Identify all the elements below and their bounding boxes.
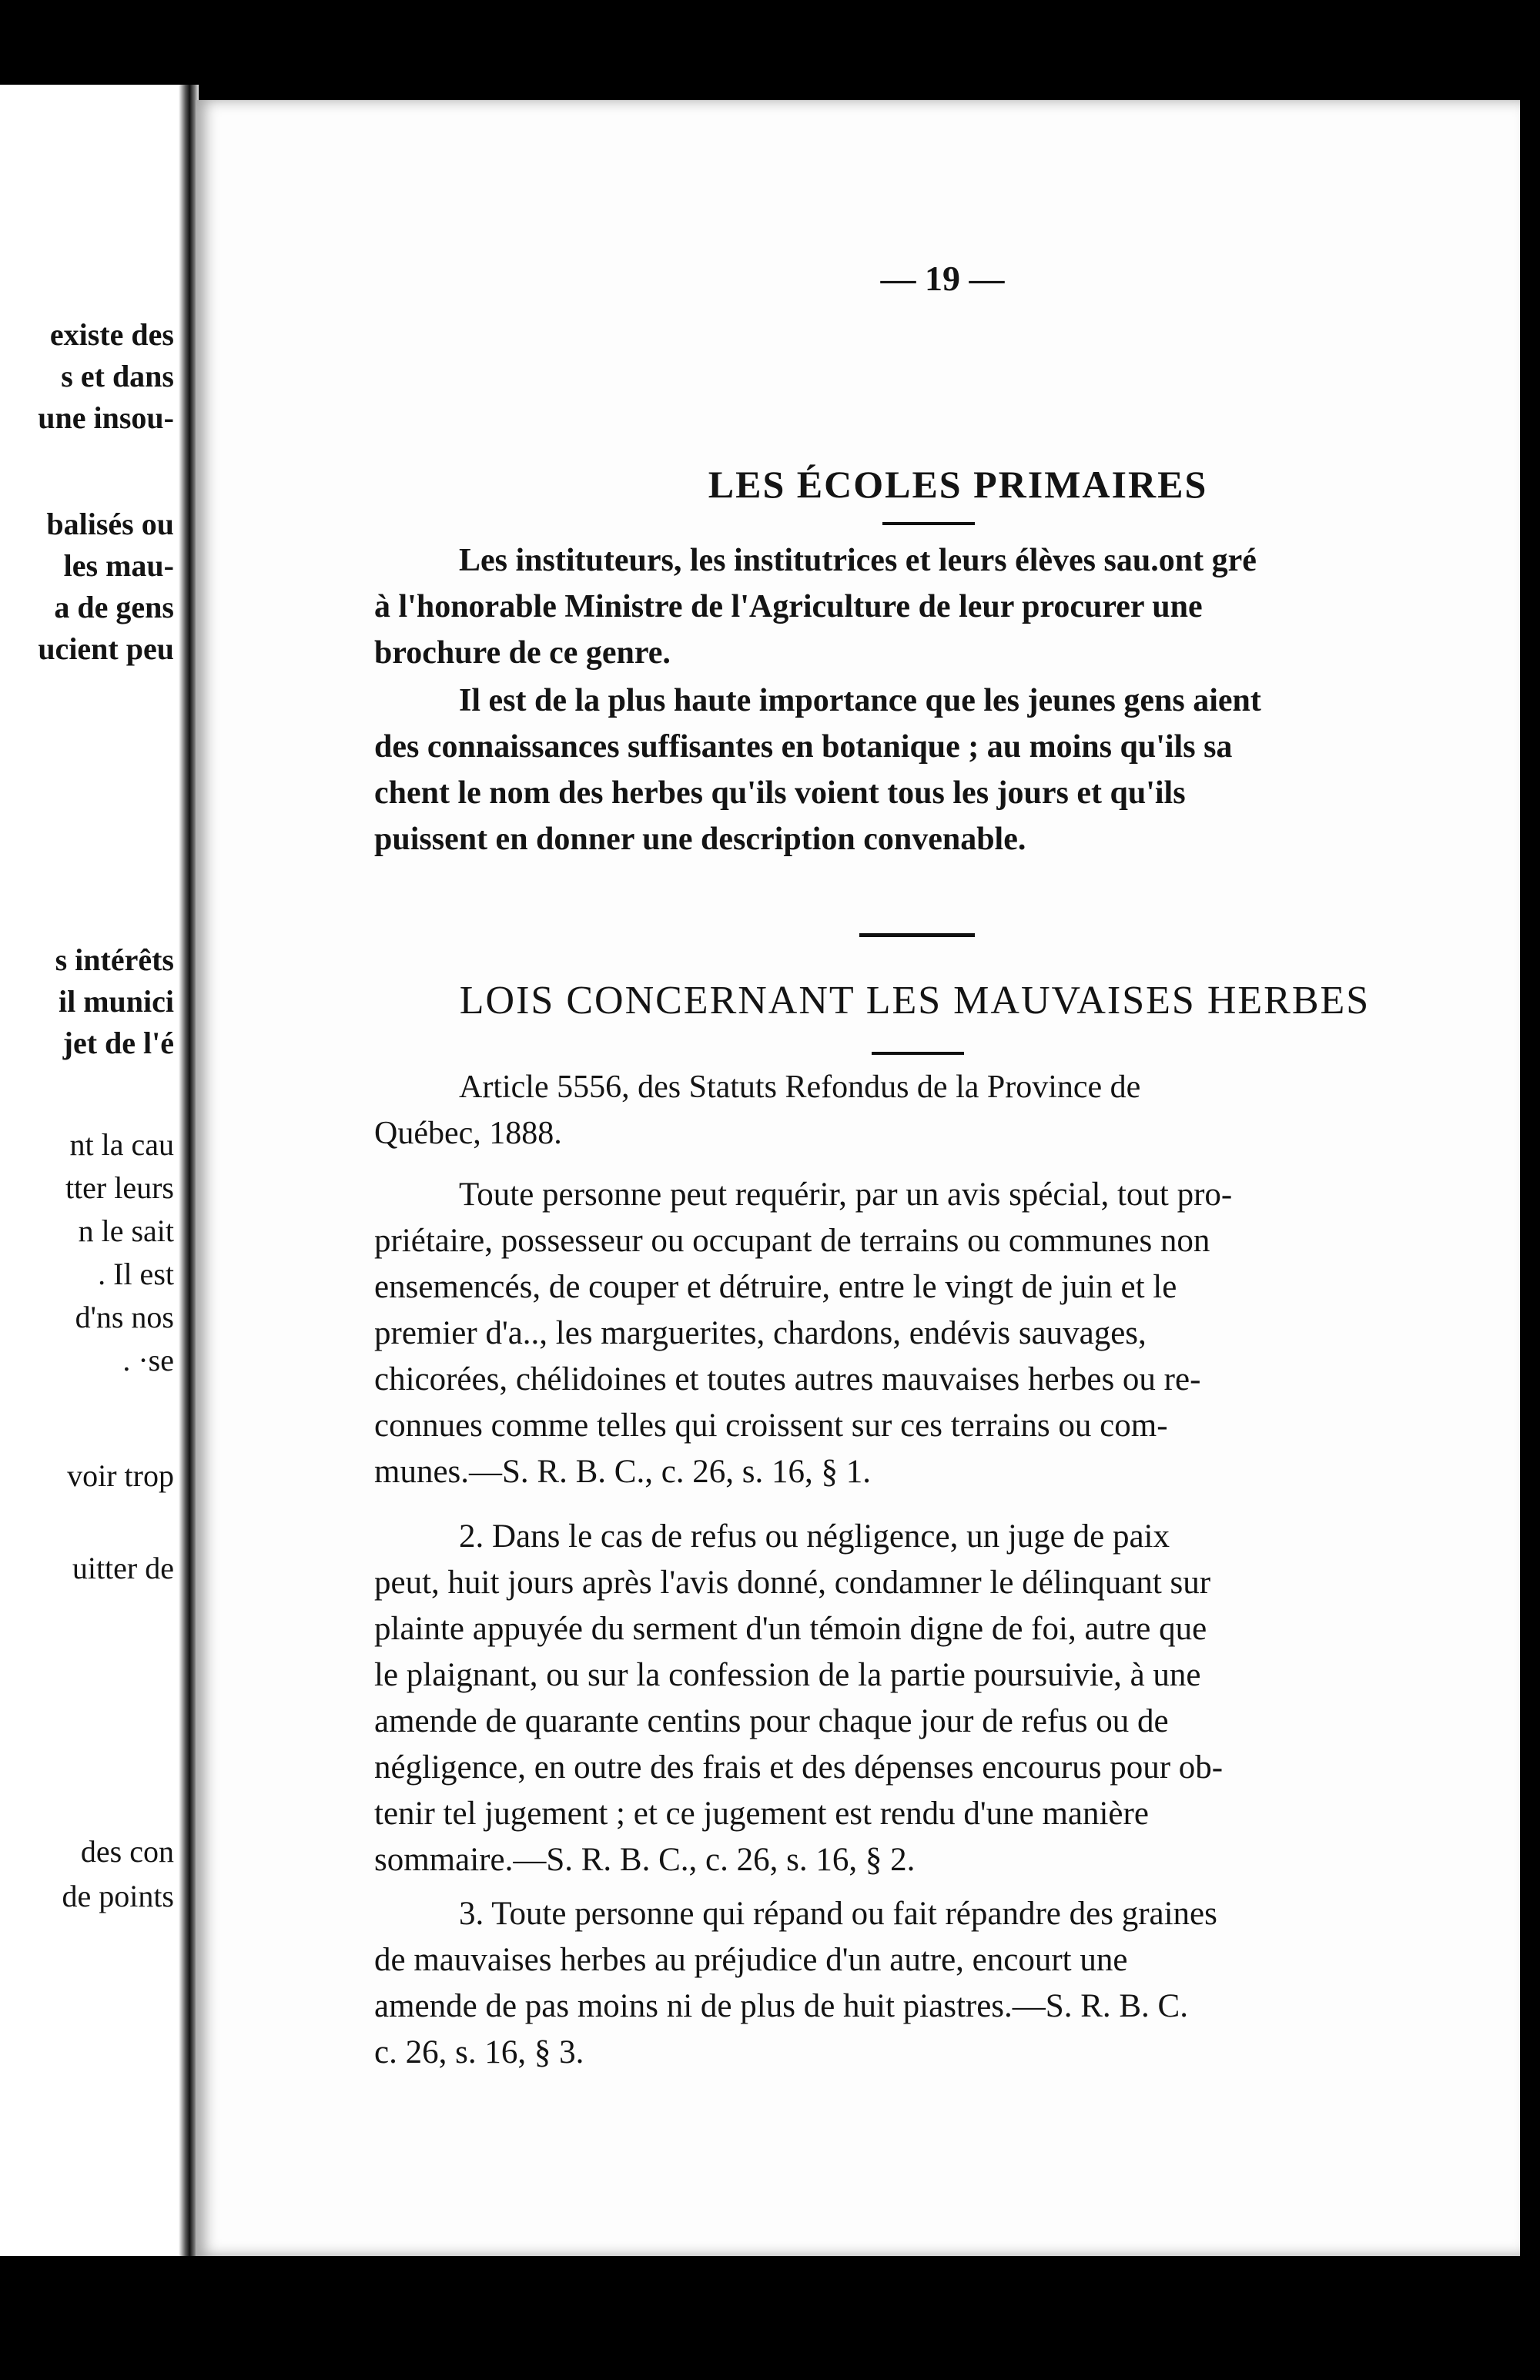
section-title: LES ÉCOLES PRIMAIRES — [708, 463, 1208, 506]
left-fragment: nt la cau — [69, 1127, 174, 1162]
previous-page-fragment — [0, 85, 185, 2256]
left-fragment: n le sait — [78, 1213, 174, 1248]
text-line: 2. Dans le cas de refus ou négligence, un juge de paix — [459, 1518, 1170, 1555]
page-number: — 19 — — [880, 259, 1005, 298]
left-fragment: voir trop — [67, 1458, 174, 1493]
text-line: peut, huit jours après l'avis donné, condamner le délinquant sur — [374, 1565, 1211, 1601]
left-fragment: tter leurs — [65, 1170, 174, 1205]
text-line: des connaissances suffisantes en botanique ; au moins qu'ils sa — [374, 729, 1233, 765]
left-fragment: de points — [62, 1879, 174, 1913]
left-fragment: d'ns nos — [75, 1300, 174, 1334]
text-line: Article 5556, des Statuts Refondus de la Province de — [459, 1069, 1141, 1105]
text-line: puissent en donner une description convenable. — [374, 822, 1026, 857]
paragraph — [374, 537, 1474, 676]
title-rule — [882, 522, 975, 525]
left-fragment: s et dans — [61, 359, 174, 393]
paragraph — [374, 678, 1474, 862]
text-line: sommaire.—S. R. B. C., c. 26, s. 16, § 2. — [374, 1842, 916, 1878]
paragraph — [374, 1514, 1474, 1883]
text-line: priétaire, possesseur ou occupant de terrains ou communes non — [374, 1223, 1210, 1259]
text-line: le plaignant, ou sur la confession de la partie poursuivie, à une — [374, 1657, 1201, 1693]
text-line: Québec, 1888. — [374, 1116, 562, 1151]
left-fragment: des con — [80, 1834, 174, 1869]
text-line: brochure de ce genre. — [374, 635, 671, 671]
text-line: Toute personne peut requérir, par un avis spécial, tout pro- — [459, 1177, 1233, 1213]
paragraph — [374, 1064, 1474, 1157]
left-fragment: il munici — [58, 984, 174, 1019]
paragraph — [374, 1172, 1474, 1495]
text-line: à l'honorable Ministre de l'Agriculture de leur procurer une — [374, 589, 1203, 624]
text-line: chicorées, chélidoines et toutes autres mauvaises herbes ou re- — [374, 1361, 1201, 1398]
text-line: amende de pas moins ni de plus de huit piastres.—S. R. B. C. — [374, 1988, 1188, 2024]
text-line: munes.—S. R. B. C., c. 26, s. 16, § 1. — [374, 1454, 872, 1490]
left-fragment: existe des — [49, 317, 174, 352]
text-line: Il est de la plus haute importance que les jeunes gens aient — [459, 683, 1261, 718]
text-line: c. 26, s. 16, § 3. — [374, 2034, 584, 2070]
text-line: 3. Toute personne qui répand ou fait répandre des graines — [459, 1896, 1217, 1932]
left-fragment: jet de l'é — [62, 1026, 174, 1060]
left-fragment: balisés ou — [46, 507, 174, 541]
section-title: LOIS CONCERNANT LES MAUVAISES HERBES — [459, 979, 1371, 1023]
left-fragment: . Il est — [98, 1257, 174, 1291]
text-line: de mauvaises herbes au préjudice d'un autre, encourt une — [374, 1942, 1128, 1978]
text-line: premier d'a.., les marguerites, chardons, endévis sauvages, — [374, 1315, 1147, 1351]
text-line: négligence, en outre des frais et des dépenses encourus pour ob- — [374, 1749, 1224, 1786]
text-line: ensemencés, de couper et détruire, entre le vingt de juin et le — [374, 1269, 1177, 1305]
left-fragment: . ·se — [122, 1343, 174, 1377]
paragraph — [374, 1891, 1474, 2076]
text-line: chent le nom des herbes qu'ils voient tous les jours et qu'ils — [374, 775, 1186, 811]
section-separator — [859, 933, 975, 937]
left-fragment: les mau- — [63, 548, 174, 583]
left-fragment: s intérêts — [55, 942, 174, 977]
left-fragment: a de gens — [54, 590, 174, 624]
title-rule — [872, 1052, 964, 1055]
text-line: plainte appuyée du serment d'un témoin digne de foi, autre que — [374, 1611, 1207, 1647]
left-fragment: uitter de — [72, 1551, 174, 1585]
text-line: tenir tel jugement ; et ce jugement est rendu d'une manière — [374, 1796, 1149, 1832]
text-line: connues comme telles qui croissent sur ces terrains ou com- — [374, 1408, 1168, 1444]
left-fragment: une insou- — [38, 400, 174, 435]
left-fragment: ucient peu — [38, 631, 174, 666]
book-page — [196, 100, 1520, 2256]
text-line: amende de quarante centins pour chaque jour de refus ou de — [374, 1703, 1169, 1739]
text-line: Les instituteurs, les institutrices et leurs élèves sau.ont gré — [459, 543, 1257, 578]
